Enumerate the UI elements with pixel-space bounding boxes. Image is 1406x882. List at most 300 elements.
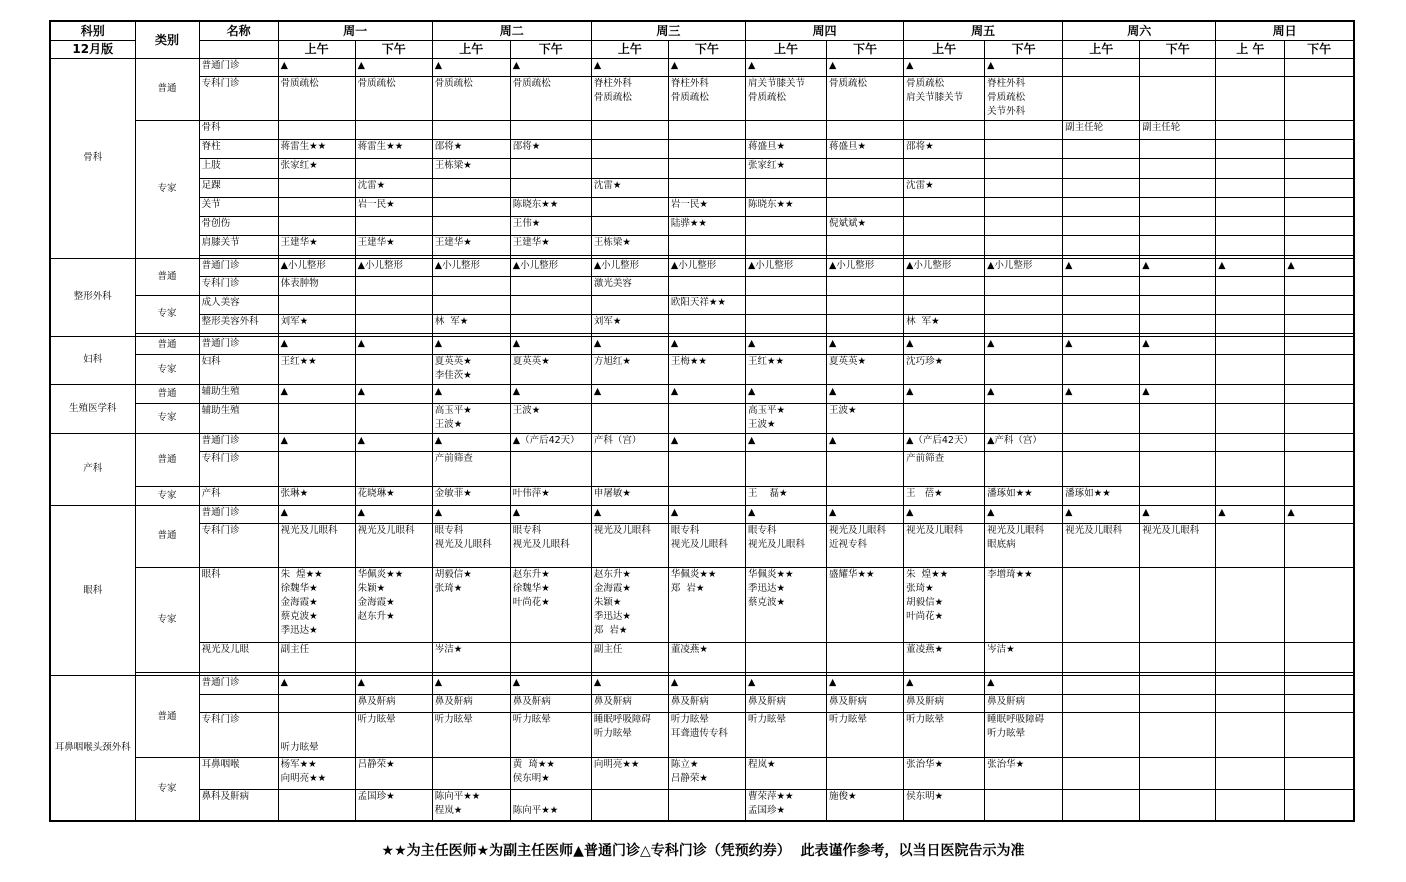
schedule-cell: 赵东升★ 徐魏华★ 叶尚花★ xyxy=(510,567,591,642)
schedule-cell: 胡毅信★ 张琦★ xyxy=(432,567,510,642)
schedule-cell xyxy=(827,197,904,216)
schedule-cell: 金敏菲★ xyxy=(432,486,510,505)
schedule-cell xyxy=(668,178,745,197)
table-row xyxy=(50,178,1354,197)
schedule-cell: 产前筛查 xyxy=(432,452,510,486)
schedule-cell xyxy=(278,120,355,139)
schedule-cell: 曹荣萍★★ 孟国珍★ xyxy=(745,789,826,821)
schedule-cell: 鼻及鼾病 xyxy=(827,694,904,712)
schedule-cell: 视光及儿眼科 xyxy=(278,524,355,568)
schedule-cell: ▲小儿整形 xyxy=(904,258,985,276)
schedule-cell: 张家红★ xyxy=(745,159,826,178)
schedule-cell xyxy=(1216,315,1285,333)
schedule-cell: ▲ xyxy=(355,676,432,694)
schedule-cell xyxy=(1063,676,1140,694)
schedule-cell: 华佩炎★★ 季迅达★ 蔡克波★ xyxy=(745,567,826,642)
schedule-cell: ▲ xyxy=(904,505,985,523)
category-cell: 专家 xyxy=(135,567,199,672)
schedule-cell: ▲ xyxy=(904,385,985,403)
schedule-cell: 骨质疏松 xyxy=(355,77,432,121)
schedule-cell: 欧阳天祥★★ xyxy=(668,296,745,315)
schedule-cell: 鼻及鼾病 xyxy=(432,694,510,712)
schedule-cell xyxy=(668,159,745,178)
schedule-cell: 朱 煌★★ 徐魏华★ 金海霞★ 蔡克波★ 季迅达★ xyxy=(278,567,355,642)
table-row xyxy=(50,524,1354,568)
schedule-cell: 邵将★ xyxy=(904,140,985,159)
schedule-cell: 蒋盛旦★ xyxy=(745,140,826,159)
schedule-cell: 听力眩晕 xyxy=(355,712,432,758)
schedule-cell xyxy=(904,197,985,216)
schedule-cell: 林 军★ xyxy=(432,315,510,333)
schedule-cell: 王梅★★ xyxy=(668,354,745,384)
schedule-cell: 听力眩晕 xyxy=(432,712,510,758)
half-header: 上午 xyxy=(278,40,355,58)
table-row xyxy=(50,676,1354,694)
schedule-cell xyxy=(355,315,432,333)
schedule-cell xyxy=(1216,694,1285,712)
clinic-name-cell: 辅助生殖 xyxy=(199,403,278,433)
schedule-cell xyxy=(1063,140,1140,159)
schedule-cell: 夏英英★ xyxy=(827,354,904,384)
clinic-name-cell: 妇科 xyxy=(199,354,278,384)
schedule-cell xyxy=(1285,567,1354,642)
schedule-cell: 吕静荣★ xyxy=(355,758,432,789)
schedule-cell: ▲ xyxy=(745,676,826,694)
schedule-cell: 蒋雷生★★ xyxy=(278,140,355,159)
schedule-cell: 视光及儿眼科 xyxy=(1063,524,1140,568)
schedule-cell xyxy=(1063,789,1140,821)
schedule-cell: ▲ xyxy=(1063,505,1140,523)
schedule-cell: ▲ xyxy=(355,433,432,451)
schedule-cell: 刘军★ xyxy=(278,315,355,333)
schedule-cell: 邵将★ xyxy=(432,140,510,159)
schedule-cell: ▲ xyxy=(827,676,904,694)
clinic-name-cell: 关节 xyxy=(199,197,278,216)
schedule-cell xyxy=(904,217,985,236)
schedule-cell: 眼专科 视光及儿眼科 xyxy=(745,524,826,568)
schedule-cell: 听力眩晕 耳聋遗传专科 xyxy=(668,712,745,758)
schedule-cell xyxy=(668,403,745,433)
category-column-header: 类别 xyxy=(135,21,199,59)
schedule-cell xyxy=(1140,296,1216,315)
schedule-cell: 脊柱外科 骨质疏松 关节外科 xyxy=(985,77,1063,121)
schedule-cell xyxy=(1285,178,1354,197)
schedule-cell: ▲ xyxy=(591,385,668,403)
schedule-cell xyxy=(1285,236,1354,255)
schedule-cell: 眼专科 视光及儿眼科 xyxy=(668,524,745,568)
schedule-cell xyxy=(1140,486,1216,505)
category-cell: 普通 xyxy=(135,258,199,296)
schedule-cell xyxy=(1285,712,1354,758)
schedule-cell: ▲ xyxy=(278,433,355,451)
schedule-cell: ▲ xyxy=(985,385,1063,403)
schedule-cell: ▲ xyxy=(1063,258,1140,276)
schedule-cell: ▲ xyxy=(510,59,591,77)
schedule-cell xyxy=(355,354,432,384)
schedule-cell xyxy=(827,315,904,333)
schedule-cell xyxy=(1216,178,1285,197)
schedule-table xyxy=(49,20,1355,822)
version-label: 12月版 xyxy=(50,40,135,58)
schedule-cell: 王建华★ xyxy=(278,236,355,255)
schedule-cell xyxy=(1285,403,1354,433)
schedule-cell xyxy=(1285,140,1354,159)
schedule-cell: 朱 煌★★ 张琦★ 胡毅信★ 叶尚花★ xyxy=(904,567,985,642)
schedule-cell: ▲ xyxy=(827,505,904,523)
schedule-cell: 潘琢如★★ xyxy=(985,486,1063,505)
schedule-cell: ▲ xyxy=(591,336,668,354)
table-row xyxy=(50,385,1354,403)
schedule-cell: 产科（宫） xyxy=(591,433,668,451)
schedule-cell: 夏英英★ xyxy=(510,354,591,384)
schedule-cell: ▲ xyxy=(432,336,510,354)
schedule-cell xyxy=(668,236,745,255)
clinic-name-cell: 视光及儿眼 xyxy=(199,642,278,672)
table-row xyxy=(50,236,1354,255)
schedule-cell xyxy=(1063,452,1140,486)
schedule-cell xyxy=(1285,59,1354,77)
schedule-cell xyxy=(355,296,432,315)
half-header: 下午 xyxy=(1285,40,1354,58)
schedule-cell: 视光及儿眼科 xyxy=(904,524,985,568)
schedule-cell: 潘琢如★★ xyxy=(1063,486,1140,505)
schedule-cell: ▲小儿整形 xyxy=(355,258,432,276)
schedule-cell xyxy=(1216,59,1285,77)
schedule-cell xyxy=(1285,486,1354,505)
half-header: 上午 xyxy=(1063,40,1140,58)
schedule-cell xyxy=(1140,452,1216,486)
table-row xyxy=(50,403,1354,433)
schedule-cell xyxy=(1216,354,1285,384)
schedule-cell: ▲小儿整形 xyxy=(432,258,510,276)
schedule-cell xyxy=(1140,197,1216,216)
schedule-cell: ▲ xyxy=(432,59,510,77)
clinic-name-cell: 耳鼻咽喉 xyxy=(199,758,278,789)
schedule-cell: 骨质疏松 xyxy=(510,77,591,121)
schedule-cell: ▲ xyxy=(904,336,985,354)
schedule-cell: ▲ xyxy=(904,59,985,77)
schedule-cell: ▲ xyxy=(1285,258,1354,276)
schedule-cell xyxy=(985,276,1063,295)
schedule-cell xyxy=(1063,197,1140,216)
department-cell: 妇科 xyxy=(50,336,135,385)
schedule-cell xyxy=(827,642,904,672)
schedule-cell: 董凌燕★ xyxy=(668,642,745,672)
schedule-cell xyxy=(278,403,355,433)
schedule-cell xyxy=(745,236,826,255)
half-header: 下午 xyxy=(668,40,745,58)
schedule-cell xyxy=(510,452,591,486)
schedule-cell xyxy=(1063,758,1140,789)
schedule-cell xyxy=(1140,77,1216,121)
schedule-cell: 鼻及鼾病 xyxy=(355,694,432,712)
half-header: 上午 xyxy=(904,40,985,58)
schedule-cell: ▲ xyxy=(668,336,745,354)
schedule-cell xyxy=(1063,159,1140,178)
department-cell: 骨科 xyxy=(50,59,135,259)
schedule-cell xyxy=(827,178,904,197)
table-row xyxy=(50,452,1354,486)
category-cell: 专家 xyxy=(135,120,199,258)
clinic-name-cell: 普通门诊 xyxy=(199,676,278,694)
schedule-cell xyxy=(1140,403,1216,433)
schedule-cell: 听力眩晕 xyxy=(745,712,826,758)
schedule-cell: ▲ xyxy=(827,59,904,77)
department-cell: 耳鼻咽喉头颈外科 xyxy=(50,676,135,821)
schedule-cell: 董凌燕★ xyxy=(904,642,985,672)
schedule-cell xyxy=(827,159,904,178)
half-header: 上午 xyxy=(591,40,668,58)
category-cell: 普通 xyxy=(135,336,199,354)
schedule-cell xyxy=(1140,789,1216,821)
day-header-mon: 周一 xyxy=(278,21,432,40)
schedule-cell: 陈晓东★★ xyxy=(510,197,591,216)
schedule-cell xyxy=(1063,712,1140,758)
schedule-cell: 黄 琦★★ 侯东明★ xyxy=(510,758,591,789)
table-row xyxy=(50,567,1354,642)
schedule-cell: 王波★ xyxy=(827,403,904,433)
schedule-cell: 王栋梁★ xyxy=(432,159,510,178)
schedule-cell xyxy=(355,120,432,139)
schedule-cell xyxy=(1285,758,1354,789)
schedule-cell: 刘军★ xyxy=(591,315,668,333)
schedule-cell: 盛耀华★★ xyxy=(827,567,904,642)
schedule-cell xyxy=(1140,140,1216,159)
schedule-cell: 张治华★ xyxy=(904,758,985,789)
schedule-cell: ▲小儿整形 xyxy=(985,258,1063,276)
schedule-cell xyxy=(1285,276,1354,295)
schedule-cell xyxy=(1285,676,1354,694)
schedule-cell xyxy=(1140,276,1216,295)
schedule-cell: 张家红★ xyxy=(278,159,355,178)
schedule-cell xyxy=(1140,217,1216,236)
schedule-cell xyxy=(1140,178,1216,197)
schedule-cell xyxy=(1063,694,1140,712)
schedule-cell xyxy=(1216,758,1285,789)
schedule-cell: 王建华★ xyxy=(432,236,510,255)
schedule-cell xyxy=(1216,120,1285,139)
schedule-cell: 岩一民★ xyxy=(668,197,745,216)
schedule-cell: 蒋雷生★★ xyxy=(355,140,432,159)
clinic-name-cell: 产科 xyxy=(199,486,278,505)
table-row xyxy=(50,789,1354,821)
schedule-cell: 倪斌斌★ xyxy=(827,217,904,236)
schedule-cell xyxy=(1216,567,1285,642)
schedule-cell xyxy=(510,178,591,197)
schedule-cell xyxy=(1140,354,1216,384)
schedule-cell: ▲ xyxy=(591,59,668,77)
schedule-cell: ▲ xyxy=(355,505,432,523)
schedule-cell: ▲ xyxy=(1140,385,1216,403)
schedule-cell: 脊柱外科 骨质疏松 xyxy=(668,77,745,121)
schedule-cell: ▲ xyxy=(355,385,432,403)
schedule-cell xyxy=(1140,159,1216,178)
schedule-cell xyxy=(1063,178,1140,197)
schedule-cell xyxy=(1285,296,1354,315)
schedule-cell xyxy=(827,486,904,505)
schedule-cell xyxy=(510,120,591,139)
schedule-cell xyxy=(1216,642,1285,672)
schedule-cell: ▲ xyxy=(510,505,591,523)
schedule-cell: ▲ xyxy=(745,433,826,451)
schedule-cell xyxy=(1063,354,1140,384)
schedule-cell xyxy=(1140,433,1216,451)
schedule-cell: 王红★★ xyxy=(745,354,826,384)
schedule-cell xyxy=(591,217,668,236)
schedule-cell: 骨质疏松 xyxy=(432,77,510,121)
schedule-cell: ▲ xyxy=(432,385,510,403)
schedule-cell xyxy=(278,178,355,197)
clinic-name-cell: 普通门诊 xyxy=(199,258,278,276)
day-header-thu: 周四 xyxy=(745,21,903,40)
clinic-name-cell: 普通门诊 xyxy=(199,336,278,354)
schedule-cell xyxy=(510,642,591,672)
schedule-cell: 沈雷★ xyxy=(904,178,985,197)
schedule-cell: 鼻及鼾病 xyxy=(668,694,745,712)
schedule-cell: 邵将★ xyxy=(510,140,591,159)
schedule-cell xyxy=(985,315,1063,333)
schedule-cell: ▲ xyxy=(985,505,1063,523)
schedule-cell xyxy=(1285,197,1354,216)
table-row xyxy=(50,694,1354,712)
schedule-cell xyxy=(355,642,432,672)
schedule-cell: ▲ xyxy=(355,336,432,354)
clinic-name-cell: 整形美容外科 xyxy=(199,315,278,333)
schedule-cell: ▲ xyxy=(1063,385,1140,403)
schedule-cell: ▲小儿整形 xyxy=(278,258,355,276)
schedule-cell: ▲小儿整形 xyxy=(745,258,826,276)
schedule-cell xyxy=(985,140,1063,159)
category-cell: 专家 xyxy=(135,486,199,505)
schedule-cell: ▲ xyxy=(827,336,904,354)
schedule-cell xyxy=(432,758,510,789)
schedule-cell xyxy=(1216,217,1285,236)
schedule-cell xyxy=(432,120,510,139)
clinic-name-cell: 骨科 xyxy=(199,120,278,139)
schedule-cell: ▲产科（宫） xyxy=(985,433,1063,451)
schedule-cell: 侯东明★ xyxy=(904,789,985,821)
schedule-cell: ▲小儿整形 xyxy=(591,258,668,276)
clinic-name-cell: 成人美容 xyxy=(199,296,278,315)
schedule-cell xyxy=(904,159,985,178)
schedule-cell xyxy=(1285,452,1354,486)
schedule-cell xyxy=(827,120,904,139)
schedule-cell xyxy=(1216,676,1285,694)
schedule-cell: 骨质疏松 肩关节膝关节 xyxy=(904,77,985,121)
schedule-cell: ▲ xyxy=(985,336,1063,354)
schedule-cell: ▲小儿整形 xyxy=(510,258,591,276)
schedule-cell xyxy=(985,452,1063,486)
schedule-cell xyxy=(1140,567,1216,642)
schedule-cell xyxy=(1140,694,1216,712)
clinic-name-cell: 鼻科及鼾病 xyxy=(199,789,278,821)
schedule-cell: ▲ xyxy=(1140,336,1216,354)
department-cell: 产科 xyxy=(50,433,135,505)
schedule-cell xyxy=(745,178,826,197)
table-row xyxy=(50,140,1354,159)
schedule-cell: 岑洁★ xyxy=(985,642,1063,672)
table-row xyxy=(50,433,1354,451)
schedule-cell xyxy=(355,276,432,295)
schedule-cell: 陈晓东★★ xyxy=(745,197,826,216)
clinic-name-cell: 骨创伤 xyxy=(199,217,278,236)
schedule-cell: ▲ xyxy=(1216,258,1285,276)
schedule-cell xyxy=(1063,315,1140,333)
schedule-cell xyxy=(745,452,826,486)
schedule-cell xyxy=(904,276,985,295)
schedule-cell: 林 军★ xyxy=(904,315,985,333)
schedule-cell: 鼻及鼾病 xyxy=(510,694,591,712)
schedule-cell xyxy=(1285,789,1354,821)
schedule-cell xyxy=(1140,758,1216,789)
schedule-cell xyxy=(985,236,1063,255)
schedule-cell: 张琳★ xyxy=(278,486,355,505)
schedule-cell: 杨军★★ 向明亮★★ xyxy=(278,758,355,789)
schedule-cell: 陈立★ 吕静荣★ xyxy=(668,758,745,789)
schedule-cell: 王栋梁★ xyxy=(591,236,668,255)
schedule-cell xyxy=(432,178,510,197)
schedule-cell: ▲ xyxy=(1140,258,1216,276)
schedule-cell: 陈向平★★ xyxy=(510,789,591,821)
schedule-cell: ▲ xyxy=(510,385,591,403)
schedule-cell: ▲ xyxy=(591,505,668,523)
table-row xyxy=(50,59,1354,77)
schedule-cell: ▲ xyxy=(668,59,745,77)
category-cell: 普通 xyxy=(135,433,199,486)
half-header: 下午 xyxy=(355,40,432,58)
schedule-cell: ▲ xyxy=(668,433,745,451)
category-cell: 专家 xyxy=(135,354,199,384)
schedule-cell xyxy=(1140,59,1216,77)
schedule-cell xyxy=(1285,120,1354,139)
schedule-cell xyxy=(985,296,1063,315)
clinic-name-cell: 普通门诊 xyxy=(199,433,278,451)
schedule-cell: 高玉平★ 王波★ xyxy=(745,403,826,433)
schedule-cell: 申屠敏★ xyxy=(591,486,668,505)
schedule-cell xyxy=(432,197,510,216)
schedule-cell xyxy=(1285,694,1354,712)
schedule-cell: ▲ xyxy=(745,505,826,523)
schedule-cell: 向明亮★★ xyxy=(591,758,668,789)
schedule-cell xyxy=(745,276,826,295)
schedule-cell xyxy=(1063,567,1140,642)
schedule-cell xyxy=(904,296,985,315)
schedule-cell xyxy=(1140,315,1216,333)
clinic-name-cell: 脊柱 xyxy=(199,140,278,159)
table-row xyxy=(50,296,1354,315)
schedule-cell xyxy=(1063,236,1140,255)
schedule-cell xyxy=(745,642,826,672)
schedule-cell xyxy=(1285,77,1354,121)
half-header: 上 午 xyxy=(1216,40,1285,58)
schedule-cell: 听力眩晕 xyxy=(510,712,591,758)
schedule-cell xyxy=(510,315,591,333)
schedule-cell xyxy=(1216,486,1285,505)
schedule-cell: 视光及儿眼科 xyxy=(591,524,668,568)
schedule-cell: ▲ xyxy=(355,59,432,77)
schedule-cell: 听力眩晕 xyxy=(904,712,985,758)
day-header-wed: 周三 xyxy=(591,21,745,40)
schedule-cell xyxy=(1063,276,1140,295)
department-cell: 生殖医学科 xyxy=(50,385,135,434)
schedule-cell xyxy=(827,236,904,255)
schedule-cell: 王建华★ xyxy=(510,236,591,255)
schedule-cell: 激光美容 xyxy=(591,276,668,295)
schedule-cell xyxy=(432,296,510,315)
schedule-cell xyxy=(591,789,668,821)
schedule-cell xyxy=(1063,77,1140,121)
schedule-cell xyxy=(591,296,668,315)
